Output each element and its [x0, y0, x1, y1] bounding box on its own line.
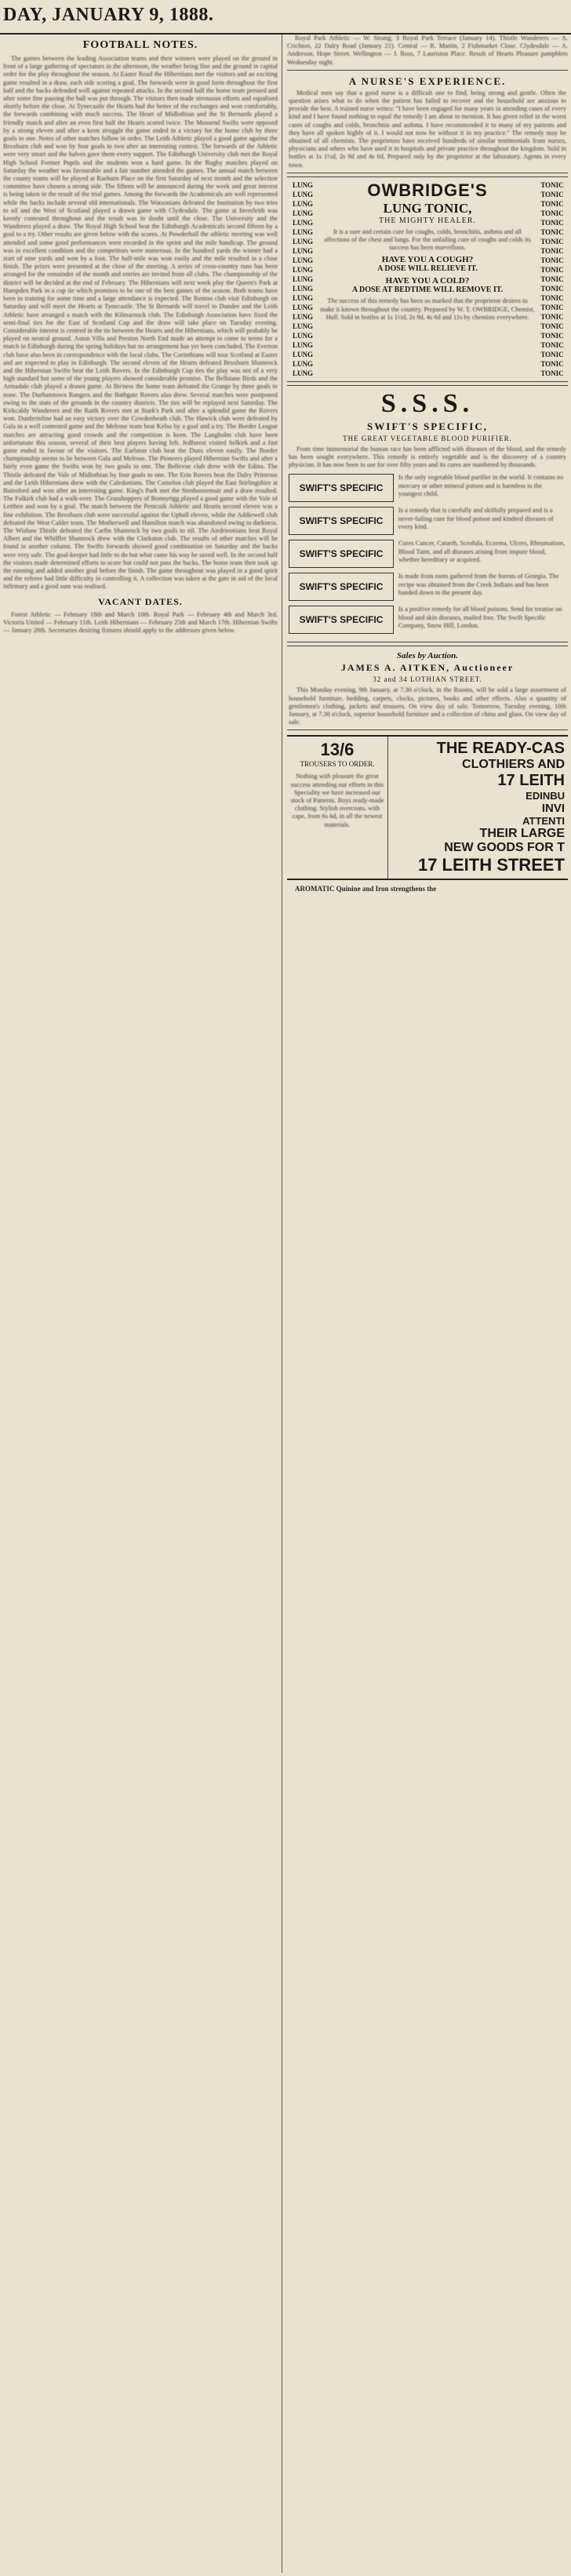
trousers-to-order: TROUSERS TO ORDER. — [300, 760, 375, 769]
sss-row-4: SWIFT'S SPECIFIC Is made from roots gathered from the forests of Georgia. The recipe was obtained from the Creek Indians and has been handed down to the present day. — [289, 573, 566, 601]
sss-title: S.S.S. — [380, 388, 475, 418]
sales-heading: Sales by Auction. — [396, 651, 459, 661]
sss-row-5: SWIFT'S SPECIFIC Is a positive remedy for all blood poisons. Send for treatise on blood and skin diseases, mailed free. The Swift Specific Company, Snow Hill, London. — [289, 606, 566, 634]
sss-intro: From time immemorial the human race has been afflicted with diseases of the blood, and the remedy has been sought everywhere. This remedy is entirely vegetable and is the discovery of a country physician. It has now been in use for over fifty years and its cures are numbered by thousands. — [289, 445, 566, 469]
lung-tonic-center — [317, 180, 538, 378]
aromatic-advert: AROMATIC Quinine and Iron strengthens the — [295, 885, 437, 893]
auction-advert — [287, 646, 568, 730]
column-right — [287, 35, 568, 2573]
lung-tonic-text2: The success of this remedy has been so marked that the proprietor desires to make it known throughout the country. Prepared by W. T. OWBRIDGE, Chemist, Hull. Sold in bottles at 1s 1½d, 2s 9d, 4s 6d and 11s by chemists everywhere. — [320, 297, 535, 321]
masthead — [0, 0, 571, 35]
trousers-body: Nothing with pleasure the great success attending our efforts in this Speciality we have increased our stock of Patterns. Boys ready-made clothing. Stylish overcoats, with cape, from 6s 6d, in all the newest materials. — [290, 773, 384, 828]
vacant-dates-heading: VACANT DATES. — [98, 595, 183, 607]
ready-cash-right: THE READY-CAS CLOTHIERS AND 17 LEITH EDINBU INVI ATTENTI THEIR LARGE NEW GOODS FOR T 17 LEITH STREET — [417, 740, 565, 875]
lung-tonic-title: LUNG TONIC, — [383, 200, 472, 216]
nurse-heading: A NURSE'S EXPERIENCE. — [348, 75, 507, 87]
mighty-healer: THE MIGHTY HEALER. — [378, 216, 476, 225]
trousers-price: 13/6 — [320, 740, 355, 760]
results-list: Royal Park Athletic — W. Strang, 3 Royal Park Terrace (January 14). Thistle Wanderers — A. Crichton, 22 Dalry Road (January 21). Central — R. Martin, 2 Fishmarket Close. Clydesdale — A. Anderson, Hope Street. Wellington — J. Ross, 7 Lauriston Place. Result of Hearts Pleasure pamphlets Wednesday night. — [287, 35, 568, 66]
issue-date: DAY, JANUARY 9, 1888. — [3, 5, 214, 25]
sss-row-2: SWIFT'S SPECIFIC Is a remedy that is carefully and skilfully prepared and is a never-failing cure for blood poison and kindred diseases of every kind. — [289, 507, 566, 535]
football-body: The games between the leading Association teams and their winners were played on the ground in front of a large gathering of spectators in the afternoon, the weather being fine and the ground in capital order for the play throughout the season. At Easter Road the Hibernians met the visitors and an exciting game resulted in a draw, each side scoring a goal. The forwards were in good form throughout the first half and the backs defended well against repeated attacks. In the second half the home team pressed and after some fine passing the ball was put through. The visitors then made strenuous efforts and equalised shortly before the close. At Tynecastle the Hearts had the better of the exchanges and won comfortably, the forwards combining with much success. The Heart of Midlothian and the St Bernards played a friendly match and after an even first half the Hearts scored twice. The Mossend Swifts were opposed by a strong eleven and after a keen struggle the game ended in a victory for the home club by three goals to one. Notes of other matches follow in order. The Leith Athletic played a good game against the Broxburn club and won by four goals to two after an interesting contest. The forwards of the Athletic were very smart and the halves gave them every support. The Edinburgh University club met the Royal High School Former Pupils and the students won a hard game. In the Rugby matches played on Saturday the weather was favourable and a fair number attended the games. The annual match between the county teams will be played at Raeburn Place on the first Saturday of next month and the selection committee have chosen a strong side. The fifteen will be announced during the week and great interest is being taken in the result of the trial games. Among the forwards the Academicals are well represented while the backs include several old internationals. The Watsonians defeated the Institution by two tries to nil and the West of Scotland played a drawn game with Clydesdale. The game at Inverleith was keenly contested throughout and the result was in doubt until the close. The University and the Wanderers played a draw. The Royal High School beat the Edinburgh Academicals second fifteen by a goal to a try. Other results are given below with the scores. At Powderhall the athletic meeting was well attended and some good performances were recorded in the sprint and the mile handicap. The ground was in excellent condition and the competitors were numerous. In the hundred yards the winner had a start of nine yards and won by a foot. The half-mile was won easily and the mile resulted in a close finish. The prizes were presented at the close of the meeting. A series of cross-country runs has been arranged for the remainder of the month and entries are invited from all clubs. The championship of the district will be decided at the end of February. The Hibernians will next week play the Queen's Park at Hampden Park in a cup tie which promises to be one of the best games of the season. Both teams have been in training for some time and a large attendance is expected. The Renton club visit Edinburgh on Saturday and will meet the Hearts at Tynecastle. The St Bernards will travel to Dundee and the Leith Athletic have arranged a match with the Kilmarnock club. The Edinburgh Association have fixed the semi-final ties for the East of Scotland Cup and the draw will take place on Tuesday evening. Considerable interest is centred in the tie between the Hearts and the Hibernians, which will probably be played on neutral ground. Aston Villa and Preston North End made an attempt to come to terms for a match in Edinburgh during the spring holidays but no arrangement has yet been concluded. The Everton club have also been in correspondence with the local clubs. The Corinthians will tour Scotland at Easter and are expected to play in Edinburgh. The second eleven of the Hearts defeated Broxburn Shamrock and the Hibernian Swifts beat the Leith Rovers. In the Edinburgh Cup ties the play was not of a very high standard but some of the young players showed considerable promise. The Bellstane Birds and the Armadale club played a drawn game. At Bo'ness the home team defeated the Grange by three goals to none. The Durhamtown Rangers and the Bathgate Rovers also drew. Several matches were postponed owing to the state of the grounds in the country districts. The ties will be replayed next Saturday. The Kirkcaldy Wanderers and the Raith Rovers met at Stark's Park and after a splendid game the Rovers won. Dunfermline had an easy victory over the Cowdenbeath club. The Hawick club were defeated by Gala in a well contested game and the Melrose team beat Kelso by a goal and a try. The Border League matches are attracting good crowds and the competition is keen. The Langholm club have been unfortunate this season, several of their best players having left. Jedforest visited Selkirk and a fast game ended in favour of the visitors. The Earlston club beat the Duns eleven easily. The Border championship seems to lie between Gala and Melrose. The Pioneers played Hibernian Swifts and after a fairly even game the Swifts won by two goals to one. The Bellevue club drew with the Edina. The Thistle defeated the Vale of Midlothian by four goals to one. The Erin Rovers beat the Dalry Primrose and the Leith Hibernians drew with the Caledonians. The Camelon club played the East Stirlingshire at Bainsford and won after an interesting game. King's Park met the Stenhousemuir and a draw resulted. The Falkirk club had a walk-over. The Grasshoppers of Bonnyrigg played a good game with the Vale of Leithen and won by a goal. The match between the Penicuik Athletic and Hearts second eleven was a fine exhibition. The Broxburn club were successful against the Uphall eleven, while the Addiewell club defeated the West Calder team. The Motherwell and Hamilton match was abandoned owing to darkness. The Wishaw Thistle defeated the Carfin Shamrock by two goals to nil. The Airdrieonians beat Royal Albert and the Whifflet Shamrock drew with the Clarkston club. The results of other matches will be found in another column. The Swifts forwards showed good combination on Saturday and the backs were very safe. The goal-keeper had little to do but what came his way he saved well. In the second half the visitors made determined efforts to score but could not pass the backs. The home team then took up the running and added another goal before the finish. The game throughout was played in a good spirit and the referee had little difficulty in controlling it. A collection was taken at the gate in aid of the local infirmary and a good sum was realised. — [3, 55, 278, 591]
nurse-body: Medical men say that a good nurse is a difficult one to find, being strong and gentle. Often the question arises what to do when the patient has failed to recover and the household are anxious to provide the best. A trained nurse writes: "I have been engaged for many years in attending cases of every kind and I have found nothing to equal the remedy I am about to mention. It has given relief in the worst cases of coughs and colds, bronchitis and asthma. I have recommended it to many of my patients and they have all spoken highly of it. I would not now be without it in my practice." The remedy may be obtained of all chemists. The proprietors have received hundreds of similar testimonials from nurses, physicians and others who have used it in hospitals and private practice throughout the kingdom. Sold in bottles at 1s 1½d, 2s 9d and 4s 6d. Prepared only by the proprietor at the laboratory. Agents in every town. — [289, 89, 566, 169]
dose-bedtime: A DOSE AT BEDTIME WILL REMOVE IT. — [351, 286, 504, 295]
auctioneer: JAMES A. AITKEN, Auctioneer — [340, 662, 515, 674]
tonic-side-column: TONIC TONIC TONIC TONIC TONIC TONIC TONIC TONIC TONIC TONIC TONIC TONIC TONIC TONIC TONIC TONIC TONIC TONIC TONIC TONIC TONIC — [540, 180, 564, 377]
lung-tonic-text1: It is a sure and certain cure for coughs, colds, bronchitis, asthma and all affections of the chest and lungs. For the unfailing cure of coughs and colds its success has been marvellous. — [324, 227, 531, 252]
nurse-advert — [287, 70, 568, 173]
vacant-dates-body: Forest Athletic — February 18th and March 10th. Royal Park — February 4th and March 3rd. Victoria United — February 11th. Leith Hibernians — February 25th and March 17th. Hibernian Swifts — January 28th. Secretaries desiring fixtures should apply to the addresses given below. — [3, 610, 278, 635]
blood-purifier: THE GREAT VEGETABLE BLOOD PURIFIER. — [343, 434, 512, 442]
sss-row-1: SWIFT'S SPECIFIC Is the only vegetable blood purifier in the world. It contains no mercury or other mineral poison and is harmless to the youngest child. — [289, 474, 566, 502]
owbridges-title: OWBRIDGE'S — [367, 180, 488, 200]
football-heading: FOOTBALL NOTES. — [82, 39, 198, 51]
auction-address: 32 and 34 LOTHIAN STREET. — [373, 675, 482, 684]
have-you-cough: HAVE YOU A COUGH? — [381, 255, 474, 265]
sss-row-3: SWIFT'S SPECIFIC Cures Cancer, Catarrh, Scrofula, Eczema, Ulcers, Rheumatism, Blood Taint, and all diseases arising from impure blood, whether hereditary or acquired. — [289, 540, 566, 568]
trousers-offer — [287, 737, 388, 879]
ready-cash-advert — [287, 735, 568, 880]
have-you-cold: HAVE YOU A COLD? — [385, 276, 470, 286]
column-left — [3, 35, 278, 2573]
auction-body: This Monday evening, 9th January, at 7.30 o'clock, in the Rooms, will be sold a large assortment of household furniture, bedding, carpets, clocks, pictures, books and other effects. Also a quantity of gentlemen's clothing, jackets and trousers. On view day of sale. Tomorrow, Tuesday evening, 10th January, at 7.30 o'clock, superior household furniture and a collection of china and glass. On view day of sale. — [289, 686, 566, 726]
swifts-specific-title: SWIFT'S SPECIFIC, — [367, 420, 488, 432]
dose-relieve: A DOSE WILL RELIEVE IT. — [377, 264, 478, 274]
lung-side-column: LUNG LUNG LUNG LUNG LUNG LUNG LUNG LUNG LUNG LUNG LUNG LUNG LUNG LUNG LUNG LUNG LUNG LUNG LUNG LUNG LUNG — [292, 180, 313, 377]
lung-tonic-advert — [287, 176, 568, 382]
sss-advert — [287, 385, 568, 643]
